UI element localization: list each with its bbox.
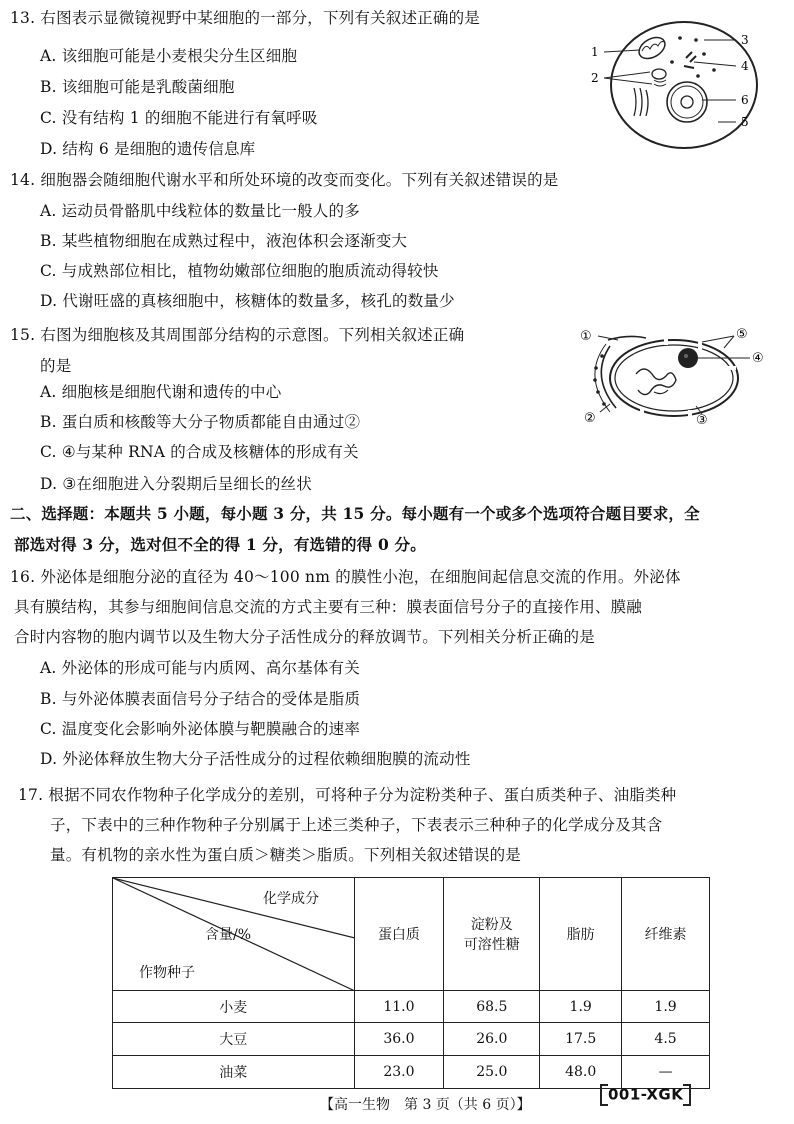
cell-value: 1.9 bbox=[622, 991, 710, 1023]
cell-value: 17.5 bbox=[540, 1023, 622, 1056]
cell-label-5: 5 bbox=[741, 115, 749, 129]
corner-label-component: 化学成分 bbox=[263, 891, 319, 907]
q15-option-a: A. 细胞核是细胞代谢和遗传的中心 bbox=[40, 383, 282, 401]
q16-stem: 16. 外泌体是细胞分泌的直径为 40～100 nm 的膜性小泡，在细胞间起信息交流的作用。外泌体 bbox=[10, 568, 681, 586]
q14-option-b: B. 某些植物细胞在成熟过程中，液泡体积会逐渐变大 bbox=[40, 232, 408, 250]
q13-stem: 13. 右图表示显微镜视野中某细胞的一部分，下列有关叙述正确的是 bbox=[10, 9, 480, 27]
nucleus-diagram bbox=[578, 322, 774, 426]
q13-option-a: A. 该细胞可能是小麦根尖分生区细胞 bbox=[40, 47, 298, 65]
q16-stem-3: 合时内容物的胞内调节以及生物大分子活性成分的释放调节。下列相关分析正确的是 bbox=[14, 628, 595, 646]
corner-label-seed: 作物种子 bbox=[139, 965, 195, 981]
q16-option-c: C. 温度变化会影响外泌体膜与靶膜融合的速率 bbox=[40, 720, 361, 738]
paper-code bbox=[596, 1084, 695, 1106]
cell-diagram bbox=[586, 18, 762, 152]
cell-value: 25.0 bbox=[444, 1056, 540, 1089]
cell-value: 11.0 bbox=[354, 991, 444, 1023]
cell-value: 1.9 bbox=[540, 991, 622, 1023]
header-cellulose: 纤维素 bbox=[622, 878, 710, 991]
section2-heading: 二、选择题：本题共 5 小题，每小题 3 分，共 15 分。每小题有一个或多个选项符合题目要求，全 bbox=[10, 504, 700, 523]
q16-option-a: A. 外泌体的形成可能与内质网、高尔基体有关 bbox=[40, 659, 360, 677]
q14-option-c: C. 与成熟部位相比，植物幼嫩部位细胞的胞质流动得较快 bbox=[40, 262, 439, 280]
cell-value: 36.0 bbox=[354, 1023, 444, 1056]
q15-stem-cont: 的是 bbox=[40, 357, 72, 375]
code-bracket-right bbox=[683, 1084, 691, 1106]
table-row bbox=[113, 991, 710, 1023]
cell-value: 4.5 bbox=[622, 1023, 710, 1056]
nucleus-label-2: ② bbox=[584, 411, 596, 426]
q15-option-d: D. ③在细胞进入分裂期后呈细长的丝状 bbox=[40, 475, 312, 493]
code-bracket-left bbox=[600, 1084, 608, 1106]
row-name: 小麦 bbox=[113, 991, 355, 1023]
q16-stem-2: 具有膜结构，其参与细胞间信息交流的方式主要有三种：膜表面信号分子的直接作用、膜融 bbox=[14, 598, 643, 616]
q14-option-d: D. 代谢旺盛的真核细胞中，核糖体的数量多，核孔的数量少 bbox=[40, 292, 455, 310]
paper-code-text: 001-XGK bbox=[608, 1085, 684, 1104]
cell-value: — bbox=[622, 1056, 710, 1089]
cell-label-6: 6 bbox=[741, 93, 749, 107]
header-starch: 淀粉及 bbox=[470, 917, 513, 933]
q13-option-b: B. 该细胞可能是乳酸菌细胞 bbox=[40, 78, 235, 96]
cell-label-1: 1 bbox=[591, 45, 599, 59]
nucleus-label-5: ⑤ bbox=[736, 327, 748, 342]
q14-stem: 14. 细胞器会随细胞代谢水平和所处环境的改变而变化。下列有关叙述错误的是 bbox=[10, 171, 559, 189]
header-fat: 脂肪 bbox=[540, 878, 622, 991]
q16-option-b: B. 与外泌体膜表面信号分子结合的受体是脂质 bbox=[40, 690, 361, 708]
cell-label-2: 2 bbox=[591, 71, 599, 85]
q13-option-c: C. 没有结构 1 的细胞不能进行有氧呼吸 bbox=[40, 109, 318, 127]
row-name: 油菜 bbox=[113, 1056, 355, 1089]
nucleus-label-1: ① bbox=[580, 329, 592, 344]
header-sugar: 可溶性糖 bbox=[463, 937, 520, 953]
q17-stem-3: 量。有机物的亲水性为蛋白质＞糖类＞脂质。下列相关叙述错误的是 bbox=[50, 846, 522, 864]
cell-value: 26.0 bbox=[444, 1023, 540, 1056]
q16-option-d: D. 外泌体释放生物大分子活性成分的过程依赖细胞膜的流动性 bbox=[40, 750, 471, 768]
nucleus-label-4: ④ bbox=[752, 351, 764, 366]
q13-option-d: D. 结构 6 是细胞的遗传信息库 bbox=[40, 140, 256, 158]
page-footer: 【高一生物 第 3 页（共 6 页）】 bbox=[320, 1097, 531, 1113]
q17-stem-2: 子，下表中的三种作物种子分别属于上述三类种子，下表表示三种种子的化学成分及其含 bbox=[50, 816, 663, 834]
q15-option-c: C. ④与某种 RNA 的合成及核糖体的形成有关 bbox=[40, 443, 359, 461]
cell-value: 48.0 bbox=[540, 1056, 622, 1089]
cell-value: 23.0 bbox=[354, 1056, 444, 1089]
cell-label-3: 3 bbox=[741, 33, 749, 47]
q15-option-b: B. 蛋白质和核酸等大分子物质都能自由通过② bbox=[40, 413, 361, 431]
header-protein: 蛋白质 bbox=[354, 878, 444, 991]
cell-value: 68.5 bbox=[444, 991, 540, 1023]
row-name: 大豆 bbox=[113, 1023, 355, 1056]
q15-stem: 15. 右图为细胞核及其周围部分结构的示意图。下列相关叙述正确 bbox=[10, 326, 465, 344]
nucleus-label-3: ③ bbox=[696, 413, 708, 426]
table-corner-cell bbox=[113, 878, 355, 991]
header-starch-sugar bbox=[444, 878, 540, 991]
section2-heading-cont: 部选对得 3 分，选对但不全的得 1 分，有选错的得 0 分。 bbox=[14, 535, 426, 554]
seed-composition-table bbox=[112, 877, 710, 1089]
q17-stem: 17. 根据不同农作物种子化学成分的差别，可将种子分为淀粉类种子、蛋白质类种子、油脂类种 bbox=[18, 786, 677, 804]
table-row bbox=[113, 1023, 710, 1056]
corner-label-content: 含量/% bbox=[205, 927, 252, 943]
cell-label-4: 4 bbox=[741, 59, 749, 73]
q14-option-a: A. 运动员骨骼肌中线粒体的数量比一般人的多 bbox=[40, 202, 360, 220]
